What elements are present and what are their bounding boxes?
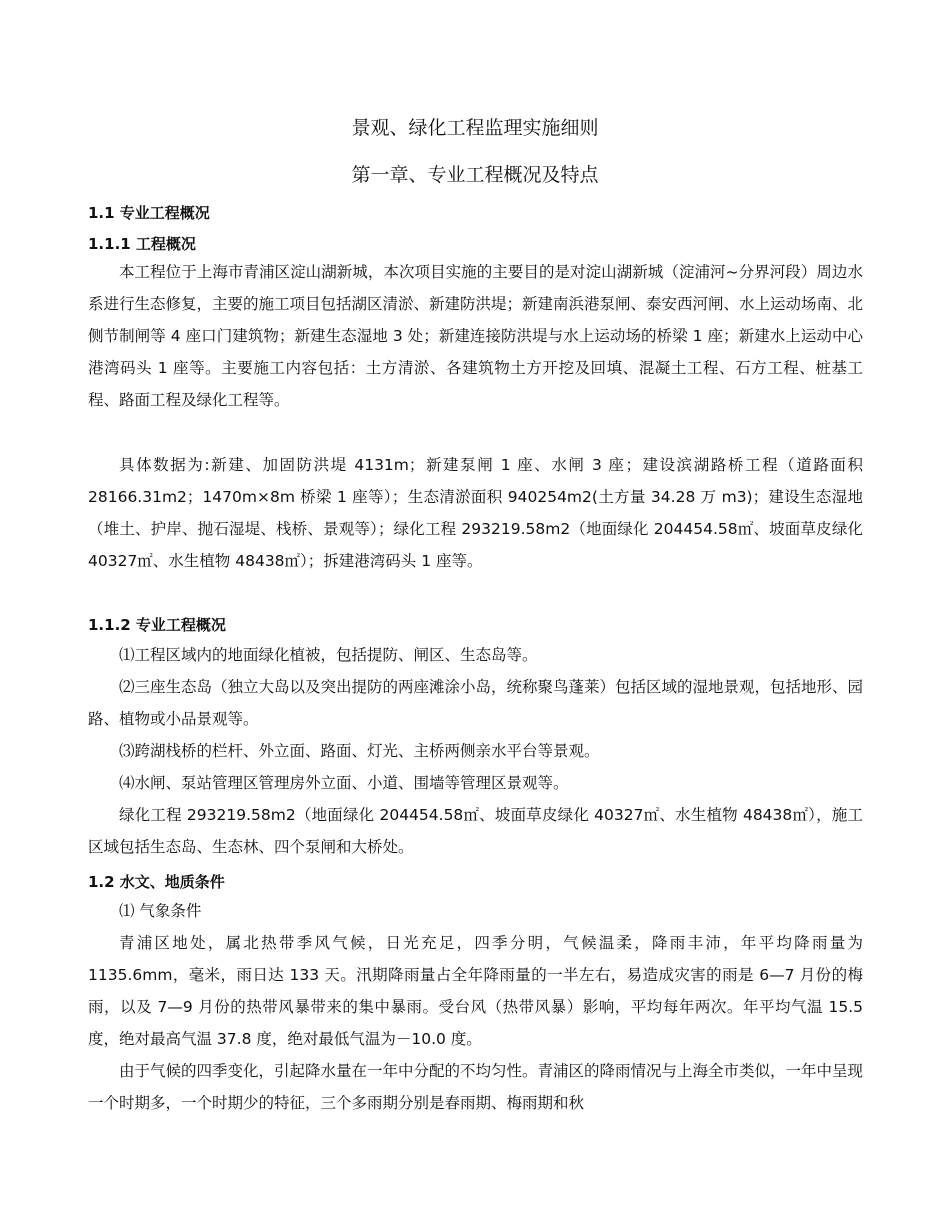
chapter-title: 第一章、专业工程概况及特点 (351, 164, 599, 186)
list-item-3: ⑶跨湖栈桥的栏杆、外立面、路面、灯光、主桥两侧亲水平台等景观。 (119, 742, 600, 760)
paragraph-project-data: 具体数据为:新建、加固防洪堤 4131m；新建泵闸 1 座、水闸 3 座；建设滨湖路桥工程（道路面积 28166.31m2；1470m×8m 桥梁 1 座等）；生态清淤面积 940254m2(土方量 34.28 万 m3)；建设生态湿地（堆土、护岸、抛石湿堤、栈桥、景观等）；绿化工程 293219.58m2（地面绿化 204454.58㎡、坡面草皮绿化 40327㎡、水生植物 48438㎡）；拆建港湾码头 1 座等。 (88, 456, 863, 570)
paragraph-climate: 青浦区地处，属北热带季风气候，日光充足，四季分明，气候温柔，降雨丰沛，年平均降雨量为 1135.6mm，毫米，雨日达 133 天。汛期降雨量占全年降雨量的一半左右，易造成灾害的雨是 6—7 月份的梅雨，以及 7—9 月份的热带风暴带来的集中暴雨。受台风（热带风暴）影响，平均每年两次。年平均气温 15.5 度，绝对最高气温 37.8 度，绝对最低气温为－10.0 度。 (88, 934, 863, 1048)
list-item-climate: ⑴ 气象条件 (119, 902, 202, 920)
section-heading-1-1: 1.1 专业工程概况 (88, 204, 210, 222)
section-heading-1-1-1: 1.1.1 工程概况 (88, 235, 196, 253)
section-heading-1-2: 1.2 水文、地质条件 (88, 873, 225, 891)
list-item-4: ⑷水闸、泵站管理区管理房外立面、小道、围墙等管理区景观等。 (119, 774, 569, 792)
section-heading-1-1-2: 1.1.2 专业工程概况 (88, 616, 226, 634)
document-title: 景观、绿化工程监理实施细则 (351, 117, 599, 139)
list-item-2: ⑵三座生态岛（独立大岛以及突出提防的两座滩涂小岛，统称聚鸟蓬莱）包括区域的湿地景观，包括地形、园路、植物或小品景观等。 (88, 678, 864, 728)
paragraph-greening: 绿化工程 293219.58m2（地面绿化 204454.58㎡、坡面草皮绿化 40327㎡、水生植物 48438㎡），施工区域包括生态岛、生态林、四个泵闸和大桥处。 (88, 806, 863, 856)
paragraph-project-overview: 本工程位于上海市青浦区淀山湖新城，本次项目实施的主要目的是对淀山湖新城（淀浦河~分界河段）周边水系进行生态修复，主要的施工项目包括湖区清淤、新建防洪堤；新建南浜港泵闸、泰安西河闸、水上运动场南、北侧节制闸等 4 座口门建筑物；新建生态湿地 3 处；新建连接防洪堤与水上运动场的桥梁 1 座；新建水上运动中心港湾码头 1 座等。主要施工内容包括：土方清淤、各建筑物土方开挖及回填、混凝土工程、石方工程、桩基工程、路面工程及绿化工程等。 (88, 263, 864, 409)
paragraph-rainfall: 由于气候的四季变化，引起降水量在一年中分配的不均匀性。青浦区的降雨情况与上海全市类似，一年中呈现一个时期多，一个时期少的特征，三个多雨期分别是春雨期、梅雨期和秋 (88, 1062, 864, 1112)
list-item-1: ⑴工程区域内的地面绿化植被，包括提防、闸区、生态岛等。 (119, 646, 538, 664)
